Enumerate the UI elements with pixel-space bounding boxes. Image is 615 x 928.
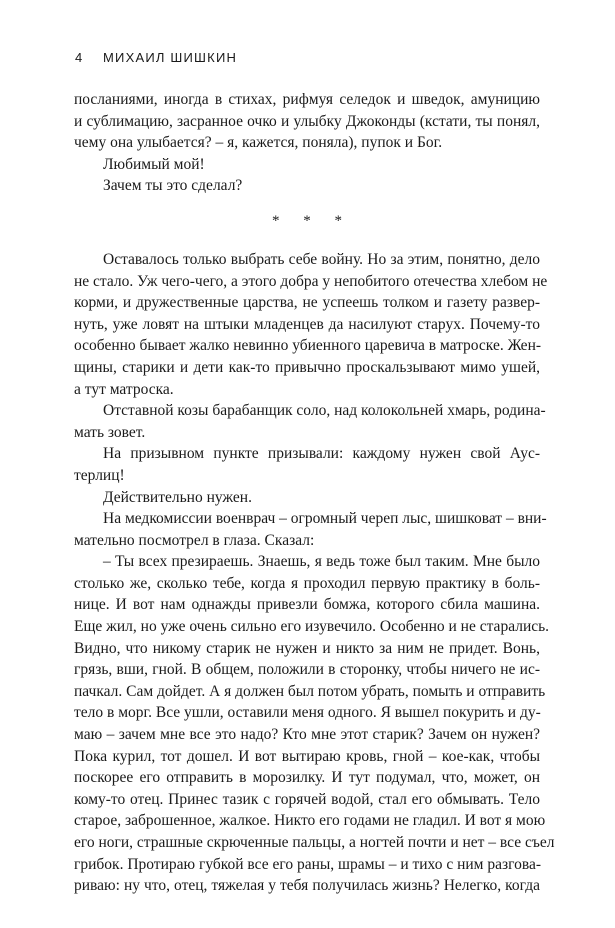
- text-line: Любимый мой!: [103, 155, 205, 173]
- text-line: посланиями, иногда в стихах, рифмуя селедок и шведок, амуницию: [74, 91, 540, 108]
- text-line: а тут матроска.: [74, 380, 174, 398]
- paragraph: [74, 551, 555, 897]
- text-line: терлиц!: [74, 466, 125, 484]
- text-line: особенно бывает жалко невинно убиенного царевича в матроске. Жен-: [74, 337, 542, 355]
- text-line: не стало. Уж чего-чего, а этого добра у непобитого отечества хлебом не: [74, 272, 548, 290]
- page-number: 4: [75, 50, 84, 65]
- text-line: тело в морг. Все ушли, оставили меня одного. Я вышел покурить и ду-: [74, 704, 541, 722]
- paragraph: [74, 154, 540, 176]
- text-line: Еще жил, но уже очень сильно его изувечило. Особенно и не старались.: [74, 618, 550, 636]
- text-line: корми, и дружественные царства, не успеешь толком и газету развер-: [74, 294, 540, 312]
- text-line: Действительно нужен.: [103, 488, 252, 506]
- text-line: грязь, вши, гной. В общем, положили в сторонку, чтобы ничего не ис-: [74, 661, 540, 679]
- text-line: старое, заброшенное, жалкое. Никто его годами не гладил. И вот я мою: [74, 812, 546, 830]
- text-line: мать зовет.: [74, 423, 146, 441]
- paragraph: [74, 508, 547, 551]
- paragraph: [74, 487, 540, 509]
- text-line: поскорее его отправить в морозилку. И тут подумал, что, может, он: [74, 769, 540, 787]
- text-line: грибок. Протираю губкой все его раны, шрамы – и тихо с ним разгова-: [74, 855, 541, 873]
- text-line: Видно, что никому старик не нужен и никто за ним не придет. Вонь,: [74, 639, 540, 657]
- running-head-author: МИХАИЛ ШИШКИН: [103, 50, 238, 65]
- running-head: [75, 50, 237, 65]
- text-line: и сублимацию, засранное очко и улыбку Джоконды (кстати, ты понял,: [74, 112, 540, 130]
- text-line: пачкал. Сам дойдет. А я должен был потом убрать, помыть и отправить: [74, 682, 546, 700]
- body-text: [74, 89, 555, 897]
- text-line: кому-то отец. Принес тазик с горячей водой, стал его обмывать. Тело: [74, 790, 540, 808]
- text-line: На медкомиссии военврач – огромный череп лыс, шишковат – вни-: [103, 510, 547, 528]
- text-line: – Ты всех презираешь. Знаешь, я ведь тоже был таким. Мне было: [103, 553, 540, 571]
- text-line: маю – зачем мне все это надо? Кто мне этот старик? Зачем он нужен?: [74, 726, 540, 744]
- text-line: Пока курил, тот дошел. И вот вытираю кровь, гной – кое-как, чтобы: [74, 747, 540, 765]
- text-line: чему она улыбается? – я, кажется, поняла), пупок и Бог.: [74, 134, 443, 152]
- text-section-before-separator: [74, 89, 540, 197]
- text-line: риваю: ну что, отец, тяжелая у тебя получилась жизнь? Нелегко, когда: [74, 877, 540, 895]
- text-line: щины, старики и дети как-то привычно проскальзывают мимо ушей,: [74, 358, 540, 376]
- text-line: нице. И вот нам однажды привезли бомжа, которого сбила машина.: [74, 596, 540, 614]
- text-line: Зачем ты это сделал?: [103, 177, 243, 195]
- paragraph: [74, 89, 540, 154]
- paragraph: [74, 249, 548, 400]
- text-line: столько же, сколько тебе, когда я проходил первую практику в боль-: [74, 574, 540, 592]
- text-line: мательно посмотрел в глаза. Сказал:: [74, 531, 315, 549]
- text-section-after-separator: [74, 249, 555, 897]
- text-line: Отставной козы барабанщик соло, над колокольней хмарь, родина-: [103, 402, 546, 420]
- text-line: На призывном пункте призывали: каждому нужен свой Аус-: [103, 445, 540, 463]
- paragraph: [74, 175, 540, 197]
- section-separator: * * *: [272, 212, 352, 229]
- paragraph: [74, 443, 540, 486]
- paragraph: [74, 400, 546, 443]
- text-line: нуть, уже ловят на штыки младенцев да насилуют старух. Почему-то: [74, 315, 540, 333]
- text-line: Оставалось только выбрать себе войну. Но за этим, понятно, дело: [103, 250, 540, 268]
- text-line: его ноги, страшные скрюченные пальцы, а ногтей почти и нет – все съел: [74, 834, 555, 851]
